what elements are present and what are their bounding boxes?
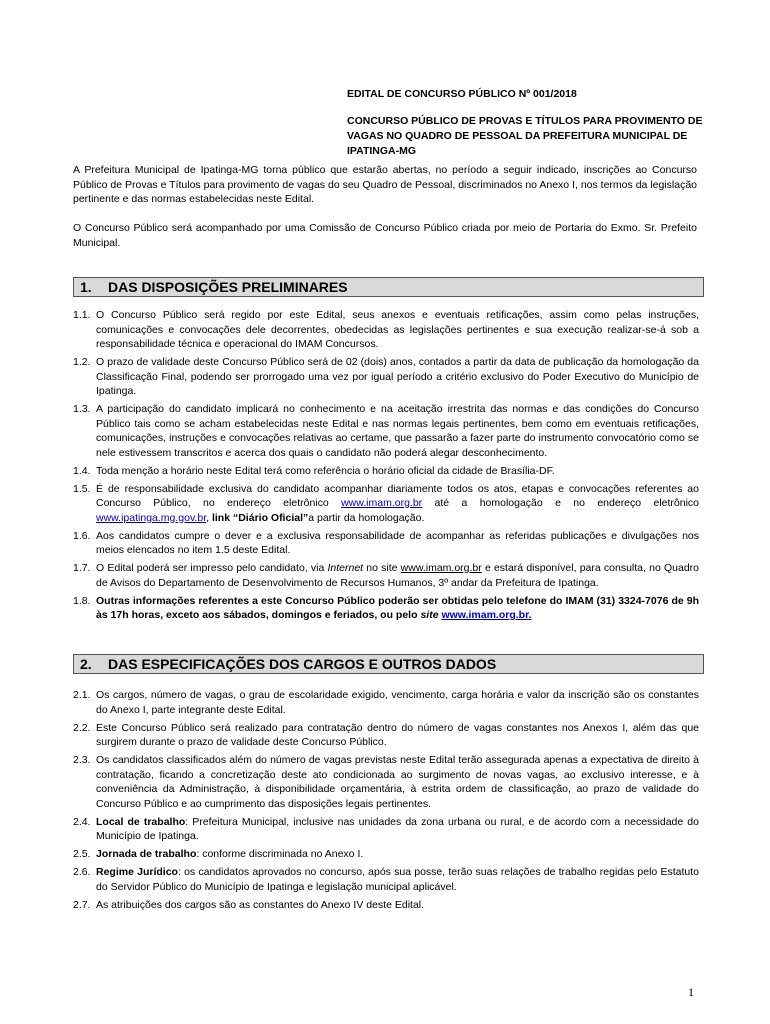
list-item <box>73 815 699 844</box>
italic-text: site <box>420 609 439 621</box>
item-number: 2.3. <box>73 754 91 766</box>
item-text: A participação do candidato implicará no conhecimento e na aceitação irrestrita das normas e das condições do Concurso Público tais como se acham estabelecidas neste Edital e nas normas legais pertinentes, bem como em eventuais retificações, comunicações, instruções e convocações relativas ao certame, que passarão a fazer parte do instrumento convocatório como se nele estivessem transcritos e acerca dos quais o candidato não poderá alegar desconhecimento. <box>96 403 699 459</box>
text-run: até a homologação e no endereço eletrônico <box>422 497 700 509</box>
page-number: 1 <box>688 985 694 999</box>
item-number: 2.4. <box>73 815 91 828</box>
item-text: Este Concurso Público será realizado para contratação dentro do número de vagas constantes nos Anexos I, além das que surgirem durante o prazo de validade deste Concurso Público. <box>96 721 699 748</box>
item-number: 2.2. <box>73 721 91 734</box>
item-number: 1.7. <box>73 562 91 574</box>
item-number: 1.4. <box>73 464 91 477</box>
list-item <box>73 898 699 913</box>
title-block <box>347 87 703 159</box>
item-text: Aos candidatos cumpre o dever e a exclusiva responsabilidade de acompanhar as referidas publicações e divulgações nos meios elencados no item 1.5 deste Edital. <box>96 529 699 556</box>
item-text <box>96 847 699 862</box>
text-run: Outras informações referentes a este Concurso Público poderão ser obtidas pelo telefone do IMAM (31) 3324-7076 de 9h às 17h horas, exceto aos sábados, domingos e feriados, ou pelo <box>96 594 699 621</box>
section-number: 2. <box>80 656 92 672</box>
list-item <box>73 355 699 399</box>
item-text: As atribuições dos cargos são as constantes do Anexo IV deste Edital. <box>96 898 425 911</box>
item-text <box>96 815 699 844</box>
bold-text: Local de trabalho <box>96 815 186 828</box>
list-item <box>73 308 699 352</box>
item-text: Os cargos, número de vagas, o grau de escolaridade exigido, vencimento, carga horária e valor da inscrição são os constantes do Anexo I, parte integrante deste Edital. <box>96 689 699 716</box>
list-item <box>73 529 699 558</box>
text-run: : conforme discriminada no Anexo I. <box>196 848 364 860</box>
item-text <box>96 482 699 526</box>
list-item <box>73 482 699 526</box>
list-item <box>73 721 699 750</box>
item-number: 2.1. <box>73 689 91 701</box>
item-number: 1.3. <box>73 403 91 415</box>
text-run: e estará disponível, para consulta, no Quadro de Avisos do Departamento de Desenvolvimento de Recursos Humanos, 3º andar da Prefeitura de Ipatinga. <box>96 562 699 589</box>
intro-paragraph-2: O Concurso Público será acompanhado por uma Comissão de Concurso Público criada por meio de Portaria do Exmo. Sr. Prefeito Municipal. <box>73 222 697 249</box>
imam-link[interactable]: www.imam.org.br <box>400 562 482 574</box>
item-number: 1.2. <box>73 356 91 368</box>
text-run: O Edital poderá ser impresso pelo candidato, via <box>96 562 328 574</box>
italic-text: Internet <box>327 562 364 574</box>
section-2-heading <box>73 654 704 674</box>
intro-paragraph-1: A Prefeitura Municipal de Ipatinga-MG torna público que estarão abertas, no período a seguir indicado, inscrições ao Concurso Público de Provas e Títulos para provimento de vagas do seu Quadro de Pessoal, discriminados no Anexo I, nos termos da legislação pertinente e das normas estabelecidas neste Edital. <box>73 164 697 205</box>
list-item <box>73 402 699 460</box>
text-run: , <box>206 511 212 524</box>
item-text <box>96 561 699 590</box>
imam-link[interactable]: www.imam.org.br <box>341 497 423 509</box>
section-2-list <box>73 688 699 916</box>
text-run: : os candidatos aprovados no concurso, após sua posse, terão suas relações de trabalho regidas pelo Estatuto do Servidor Público do Município de Ipatinga e legislação municipal aplicável. <box>96 866 699 893</box>
list-item <box>73 561 699 590</box>
text-run: É de responsabilidade exclusiva do candidato acompanhar diariamente todos os atos, etapas e convocações referentes ao Concurso Público, no endereço eletrônico <box>96 482 699 509</box>
list-item <box>73 594 699 623</box>
section-title: DAS ESPECIFICAÇÕES DOS CARGOS E OUTROS DADOS <box>108 656 497 672</box>
list-item <box>73 865 699 894</box>
text-run: a partir da homologação. <box>308 511 425 524</box>
edital-title: EDITAL DE CONCURSO PÚBLICO Nº 001/2018 <box>347 88 577 100</box>
item-number: 2.6. <box>73 866 91 878</box>
item-number: 1.8. <box>73 594 91 607</box>
bold-text: Regime Jurídico <box>96 866 178 878</box>
text-run: : Prefeitura Municipal, inclusive nas unidades da zona urbana ou rural, e de acordo com a necessidade do Município de Ipatinga. <box>96 815 699 842</box>
section-number: 1. <box>80 279 92 295</box>
item-text: Toda menção a horário neste Edital terá como referência o horário oficial da cidade de Brasília-DF. <box>96 464 555 477</box>
item-number: 1.1. <box>73 309 91 321</box>
text-run: no site <box>363 562 401 574</box>
ipatinga-link[interactable]: www.ipatinga.mg.gov.br <box>96 511 207 524</box>
item-number: 2.5. <box>73 848 91 860</box>
item-text <box>96 865 699 894</box>
list-item <box>73 753 699 811</box>
item-number: 1.5. <box>73 482 91 495</box>
list-item <box>73 688 699 717</box>
list-item <box>73 847 699 862</box>
bold-text: Jornada de trabalho <box>96 848 197 860</box>
item-text: O prazo de validade deste Concurso Público será de 02 (dois) anos, contados a partir da data de publicação da homologação da Classificação Final, podendo ser prorrogado uma vez por igual período a critério exclusivo do Poder Executivo do Município de Ipatinga. <box>96 356 699 397</box>
bold-text: link “Diário Oficial” <box>211 511 309 524</box>
imam-link[interactable]: www.imam.org.br. <box>441 609 532 621</box>
item-number: 1.6. <box>73 529 91 542</box>
list-item <box>73 464 699 479</box>
section-1-list <box>73 308 699 626</box>
item-text: Os candidatos classificados além do número de vagas previstas neste Edital terão assegurada apenas a expectativa de direito à contratação, ficando a concretização deste ato condicionada ao surgimento de novas vagas, ao exclusivo interesse, e à conveniência da Administração, à disponibilidade orçamentária, à estrita ordem de classificação, ao prazo de validade do Concurso Público e ao cumprimento das disposições legais pertinentes. <box>96 754 699 810</box>
edital-subtitle: CONCURSO PÚBLICO DE PROVAS E TÍTULOS PARA PROVIMENTO DE VAGAS NO QUADRO DE PESSOAL DA PREFEITURA MUNICIPAL DE IPATINGA-MG <box>347 115 703 157</box>
section-title: DAS DISPOSIÇÕES PRELIMINARES <box>108 279 348 295</box>
item-number: 2.7. <box>73 898 91 911</box>
section-1-heading <box>73 277 704 297</box>
item-text <box>96 594 699 623</box>
item-text: O Concurso Público será regido por este Edital, seus anexos e eventuais retificações, assim como pelas instruções, comunicações e convocações dele decorrentes, obedecidas as legislações pertinentes e sua execução realizar-se-á sob a responsabilidade técnica e operacional do IMAM Concursos. <box>96 309 699 350</box>
